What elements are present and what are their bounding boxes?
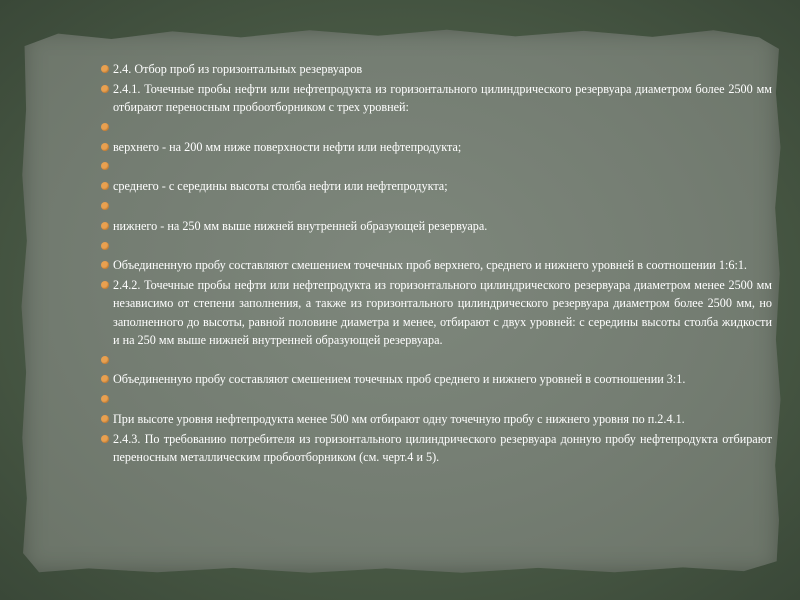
list-item — [100, 256, 772, 274]
bullet-icon — [101, 281, 109, 289]
list-item — [100, 138, 772, 156]
bullet-icon — [101, 143, 109, 151]
list-item — [100, 276, 772, 349]
list-item-empty — [100, 197, 772, 215]
list-item-empty — [100, 237, 772, 255]
list-item-text: При высоте уровня нефтепродукта менее 500 мм отбирают одну точечную пробу с нижнего уровня по п.2.4.1. — [113, 411, 685, 426]
bullet-icon — [101, 65, 109, 73]
bullet-list — [100, 60, 772, 468]
bullet-icon — [101, 395, 109, 403]
list-item — [100, 60, 772, 78]
bullet-icon — [101, 202, 109, 210]
list-item-text: 2.4. Отбор проб из горизонтальных резервуаров — [113, 62, 363, 76]
bullet-icon — [101, 435, 109, 443]
list-item — [100, 410, 772, 428]
list-item-empty — [100, 157, 772, 175]
bullet-icon — [101, 356, 109, 364]
list-item-text: верхнего - на 200 мм ниже поверхности нефти или нефтепродукта; — [113, 139, 462, 154]
bullet-icon — [101, 182, 109, 190]
bullet-icon — [101, 415, 109, 423]
list-item — [100, 217, 772, 235]
list-item-text: 2.4.2. Точечные пробы нефти или нефтепродукта из горизонтального цилиндрического резервуара диаметром менее 2500 мм независимо от степени заполнения, а также из горизонтального цилиндрического резервуара диаметром более 2500 мм, но заполненного до высоты, равной половине диаметра и менее, отбирают с двух уровней: с середины высоты столба жидкости и на 250 мм выше нижней внутренней образующей резервуара. — [113, 278, 772, 347]
bullet-icon — [101, 162, 109, 170]
list-item-text: Объединенную пробу составляют смешением точечных проб среднего и нижнего уровней в соотношении 3:1. — [113, 372, 686, 387]
bullet-icon — [101, 242, 109, 250]
list-item-text: 2.4.1. Точечные пробы нефти или нефтепродукта из горизонтального цилиндрического резервуара диаметром более 2500 мм отбирают переносным пробоотборником с трех уровней: — [113, 81, 772, 114]
bullet-icon — [101, 123, 109, 131]
list-item-text: Объединенную пробу составляют смешением точечных проб верхнего, среднего и нижнего уровней в соотношении 1:6:1. — [113, 258, 747, 273]
list-item-text: среднего - с середины высоты столба нефти или нефтепродукта; — [113, 179, 448, 194]
bullet-icon — [101, 375, 109, 383]
list-item-empty — [100, 390, 772, 408]
list-item-text: нижнего - на 250 мм выше нижней внутренней образующей резервуара. — [113, 218, 488, 233]
bullet-icon — [101, 85, 109, 93]
list-item-empty — [100, 118, 772, 136]
list-item — [100, 177, 772, 195]
bullet-icon — [101, 261, 109, 269]
list-item — [100, 80, 772, 116]
list-item — [100, 370, 772, 388]
bullet-icon — [101, 222, 109, 230]
list-item-empty — [100, 351, 772, 369]
list-item — [100, 430, 772, 466]
list-item-text: 2.4.3. По требованию потребителя из горизонтального цилиндрического резервуара донную пробу нефтепродукта отбирают переносным металлическим пробоотборником (см. черт.4 и 5). — [113, 431, 772, 464]
